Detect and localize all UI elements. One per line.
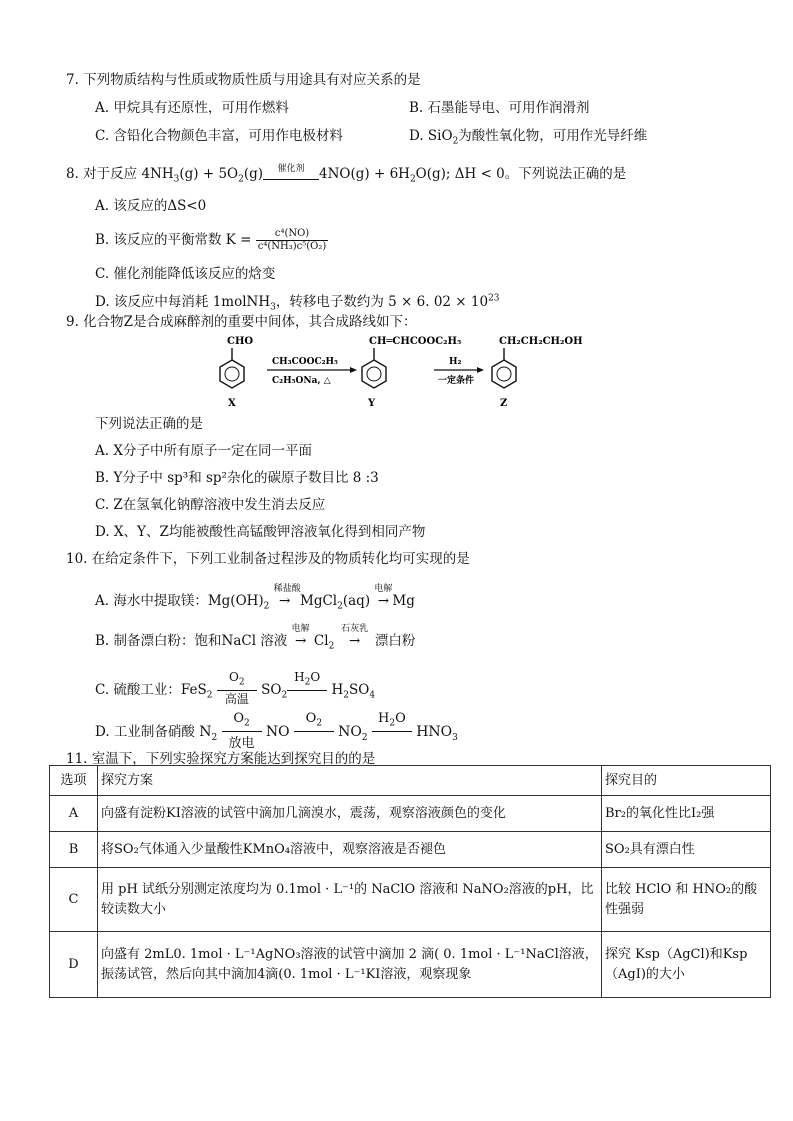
q10-option-d: D. 工业制备硝酸 $N_2$ $O_2$ 放电 NO $O_2$ $NO_2$ $H_2O$ $HNO_3$ xyxy=(95,711,458,751)
q7-option-b: B. 石墨能导电、可用作润滑剂 xyxy=(409,100,590,116)
label-z: Z xyxy=(500,398,508,409)
q7-option-c: C. 含铅化合物颜色丰富，可用作电极材料 xyxy=(95,128,343,144)
row-plan: 向盛有淀粉KI溶液的试管中滴加几滴溴水，震荡，观察溶液颜色的变化 xyxy=(98,796,602,832)
q9-option-b: B. Y分子中 sp³和 sp²杂化的碳原子数目比 8 :3 xyxy=(95,470,379,486)
row-option: A xyxy=(50,796,98,832)
step1-reagent: CH₃COOC₂H₅ xyxy=(272,357,339,367)
label-y: Y xyxy=(368,398,376,409)
synthesis-route-figure xyxy=(212,330,592,410)
reaction-arrow-1 xyxy=(267,357,357,386)
table-row xyxy=(50,832,771,868)
header-option: 选项 xyxy=(50,766,98,796)
row-plan: 向盛有 2mL0. 1mol · L⁻¹AgNO₃溶液的试管中滴加 2 滴( 0. 1mol · L⁻¹NaCl溶液，振荡试管，然后向其中滴加4滴(0. 1mol · L⁻¹KI溶液，观察现象 xyxy=(98,932,602,998)
q8-option-d: D. 该反应中每消耗 1molNH$_3$，转移电子数约为 5 × 6. $02 \times 10^{23}$ xyxy=(95,293,500,313)
q7-option-a: A. 甲烷具有还原性，可用作燃料 xyxy=(95,100,289,116)
q8-option-a: A. 该反应的ΔS<0 xyxy=(95,198,207,214)
y-group-label: CH═CHCOOC₂H₅ xyxy=(369,336,462,347)
experiment-table xyxy=(49,765,771,998)
q8-option-b: B. 该反应的平衡常数 K = $\frac{\text{c⁴(NO)}}{\text{c⁴(NH₃)c⁵(O₂)}}$ xyxy=(95,228,327,252)
catalyst-arrow: 催化剂 xyxy=(263,167,319,180)
q10-stem: 10. 在给定条件下，下列工业制备过程涉及的物质转化均可实现的是 xyxy=(66,551,470,567)
compound-x-structure xyxy=(220,336,253,409)
header-plan: 探究方案 xyxy=(98,766,602,796)
q10-option-b: B. 制备漂白粉：饱和NaCl 溶液 电解 → $Cl_2$ 石灰乳 → 漂白粉 xyxy=(95,624,416,652)
q9-option-a: A. X分子中所有原子一定在同一平面 xyxy=(95,443,312,459)
q8-option-c: C. 催化剂能降低该反应的焓变 xyxy=(95,266,276,282)
row-aim: Br₂的氧化性比I₂强 xyxy=(602,796,771,832)
q9-option-c: C. Z在氢氧化钠醇溶液中发生消去反应 xyxy=(95,497,326,513)
row-aim: 比较 HClO 和 HNO₂的酸性强弱 xyxy=(602,868,771,932)
q11-stem: 11. 室温下，下列实验探究方案能达到探究目的的是 xyxy=(66,751,376,767)
q7-stem: 7. 下列物质结构与性质或物质性质与用途具有对应关系的是 xyxy=(66,72,421,88)
z-group-label: CH₂CH₂CH₂OH xyxy=(499,336,583,347)
q10-option-a: A. 海水中提取镁：$Mg(OH)_2$ 稀盐酸 → MgCl$_2$(aq) 电解 → Mg xyxy=(95,584,415,612)
row-option: C xyxy=(50,868,98,932)
row-plan: 用 pH 试纸分别测定浓度均为 0.1mol · L⁻¹的 NaClO 溶液和 NaNO₂溶液的pH，比较读数大小 xyxy=(98,868,602,932)
equilibrium-fraction: $\frac{\text{c⁴(NO)}}{\text{c⁴(NH₃)c⁵(O₂)}}$ xyxy=(257,228,327,252)
table-header-row xyxy=(50,766,771,796)
row-plan: 将SO₂气体通入少量酸性KMnO₄溶液中，观察溶液是否褪色 xyxy=(98,832,602,868)
x-group-label: CHO xyxy=(227,336,254,347)
reaction-arrow-2 xyxy=(434,357,484,386)
row-aim: SO₂具有漂白性 xyxy=(602,832,771,868)
table-row xyxy=(50,796,771,832)
q9-stem: 9. 化合物Z是合成麻醉剂的重要中间体，其合成路线如下： xyxy=(66,314,417,330)
row-aim: 探究 Ksp（AgCl)和Ksp（AgI)的大小 xyxy=(602,932,771,998)
q9-option-d: D. X、Y、Z均能被酸性高锰酸钾溶液氧化得到相同产物 xyxy=(95,524,426,540)
step2-reagent: H₂ xyxy=(449,357,462,367)
step2-condition: 一定条件 xyxy=(438,376,475,386)
compound-z-structure xyxy=(492,336,583,409)
q10-option-c: C. 硫酸工业：FeS$_2$ $O_2$ 高温 $SO_2$ $H_2O$ $H_2SO_4$ xyxy=(95,670,376,706)
q7-option-d: D. SiO$_2$为酸性氧化物，可用作光导纤维 xyxy=(409,128,648,147)
row-option: D xyxy=(50,932,98,998)
q8-stem: 8. 对于反应 $4NH_3(g) + 5O_2(g)$ 催化剂 $4NO(g) + 6H_2O(g)$; ΔH < 0。下列说法正确的是 xyxy=(66,164,627,185)
label-x: X xyxy=(228,398,236,409)
header-aim: 探究目的 xyxy=(602,766,771,796)
compound-y-structure xyxy=(362,336,461,409)
table-row xyxy=(50,868,771,932)
step1-condition: C₂H₅ONa, △ xyxy=(272,376,331,386)
row-option: B xyxy=(50,832,98,868)
table-row xyxy=(50,932,771,998)
q9-prompt: 下列说法正确的是 xyxy=(95,416,203,432)
